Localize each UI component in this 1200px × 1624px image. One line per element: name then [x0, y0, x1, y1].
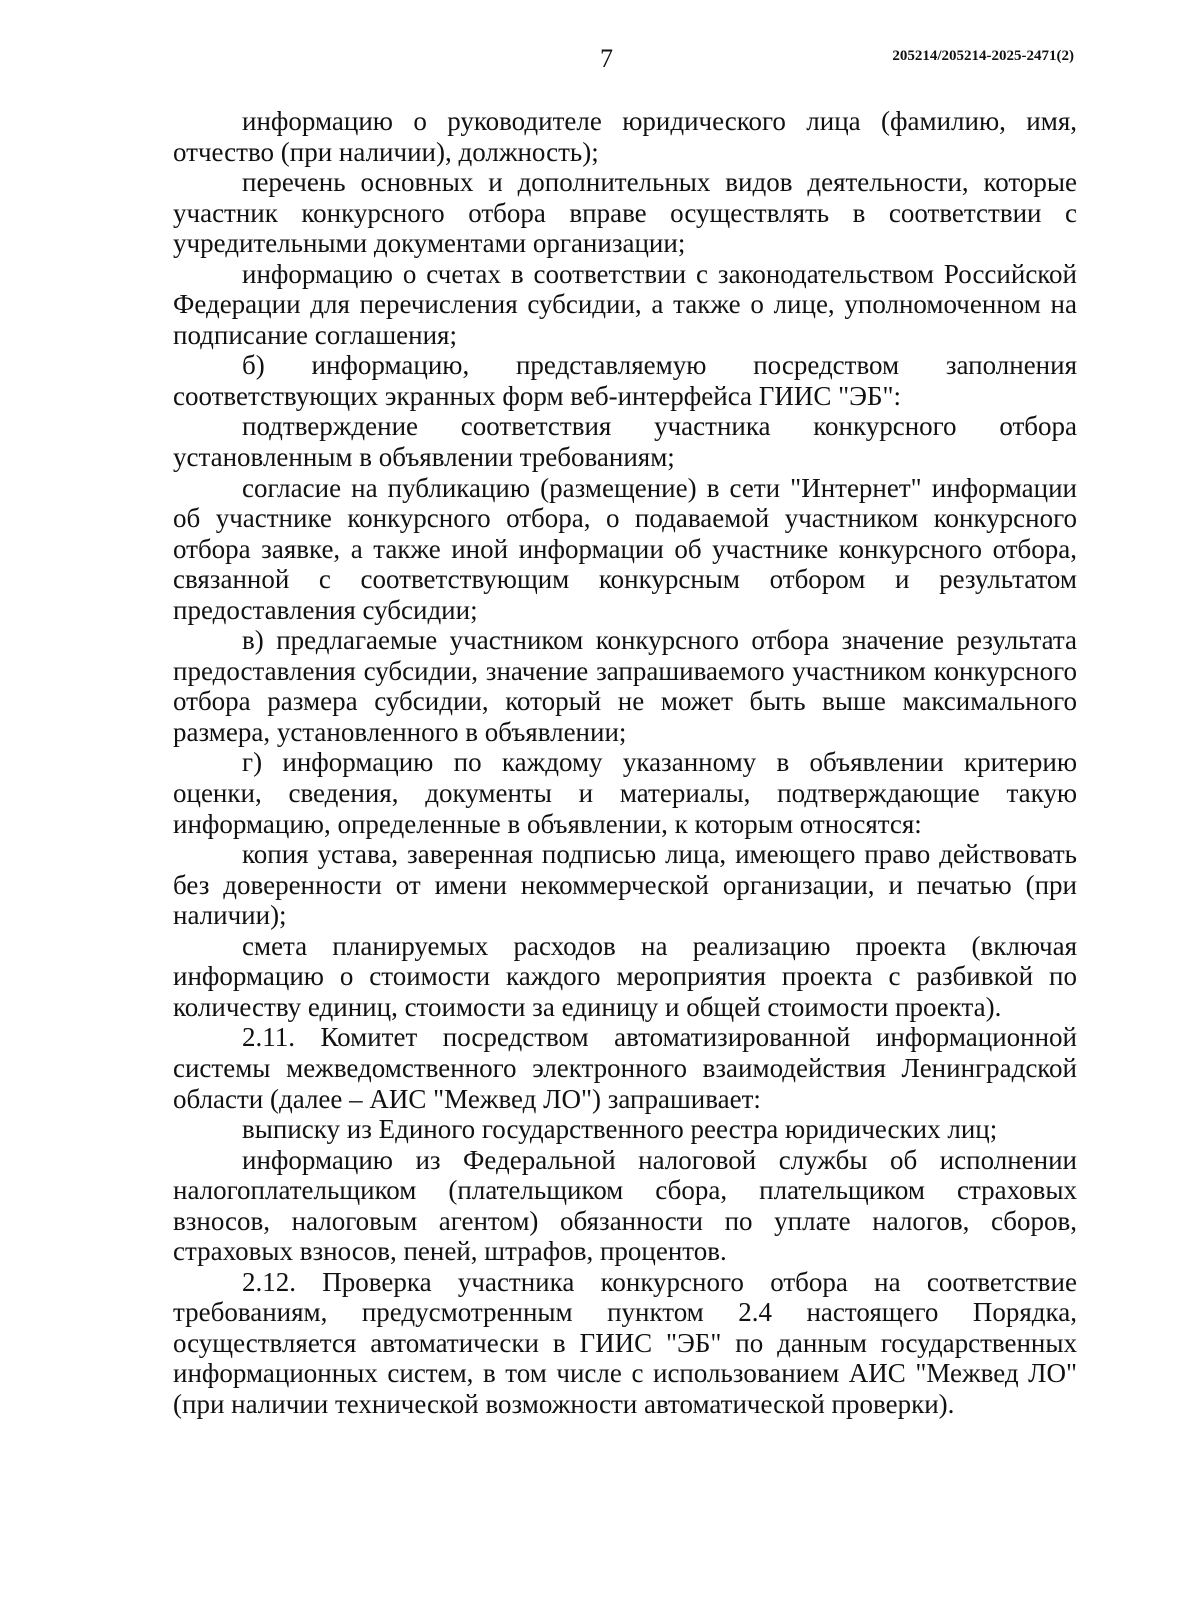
- page-number: 7: [600, 44, 613, 73]
- paragraph-2-12-automatic-check: 2.12. Проверка участника конкурсного отбора на соответствие требованиям, предусмотренным пунктом 2.4 настоящего Порядка, осуществляется автоматически в ГИИС "ЭБ" по данным государственных информационных систем, в том числе с использованием АИС "Межвед ЛО" (при наличии технической возможности автоматической проверки).: [173, 1266, 1077, 1419]
- document-body: [173, 106, 1077, 1420]
- paragraph-tax-service-info: информацию из Федеральной налоговой службы об исполнении налогоплательщиком (плательщиком сбора, плательщиком страховых взносов, налоговым агентом) обязанности по уплате налогов, сборов, страховых взносов, пеней, штрафов, процентов.: [173, 1144, 1077, 1267]
- paragraph-publication-consent: согласие на публикацию (размещение) в сети "Интернет" информации об участнике конкурсного отбора, о подаваемой участником конкурсного отбора заявке, а также иной информации об участнике конкурсного отбора, связанной с соответствующим конкурсным отбором и результатом предоставления субсидии;: [173, 472, 1077, 625]
- paragraph-activities-list: перечень основных и дополнительных видов деятельности, которые участник конкурсного отбора вправе осуществлять в соответствии с учредительными документами организации;: [173, 167, 1077, 259]
- paragraph-v-result-values: в) предлагаемые участником конкурсного отбора значение результата предоставления субсидии, значение запрашиваемого участником конкурсного отбора размера субсидии, который не может быть выше максимального размера, установленного в объявлении;: [173, 625, 1077, 747]
- paragraph-charter-copy: копия устава, заверенная подписью лица, имеющего право действовать без доверенности от имени некоммерческой организации, и печатью (при наличии);: [173, 839, 1077, 931]
- paragraph-registry-extract: выписку из Единого государственного реестра юридических лиц;: [242, 1114, 998, 1145]
- paragraph-2-11-committee-request: 2.11. Комитет посредством автоматизированной информационной системы межведомственного электронного взаимодействия Ленинградской области (далее – АИС "Межвед ЛО") запрашивает:: [173, 1022, 1077, 1114]
- paragraph-b-web-forms: б) информацию, представляемую посредством заполнения соответствующих экранных форм веб-интерфейса ГИИС "ЭБ":: [173, 350, 1077, 411]
- paragraph-compliance-confirmation: подтверждение соответствия участника конкурсного отбора установленным в объявлении требованиям;: [173, 411, 1077, 473]
- paragraph-cost-estimate: смета планируемых расходов на реализацию проекта (включая информацию о стоимости каждого мероприятия проекта с разбивкой по количеству единиц, стоимости за единицу и общей стоимости проекта).: [173, 930, 1077, 1022]
- paragraph-g-criteria-info: г) информацию по каждому указанному в объявлении критерию оценки, сведения, документы и материалы, подтверждающие такую информацию, определенные в объявлении, к которым относятся:: [173, 747, 1077, 839]
- paragraph-accounts-info: информацию о счетах в соответствии с законодательством Российской Федерации для перечисления субсидии, а также о лице, уполномоченном на подписание соглашения;: [173, 258, 1077, 350]
- paragraph-head-info: информацию о руководителе юридического лица (фамилию, имя, отчество (при наличии), должность);: [173, 106, 1077, 167]
- document-code: 205214/205214-2025-2471(2): [892, 48, 1074, 64]
